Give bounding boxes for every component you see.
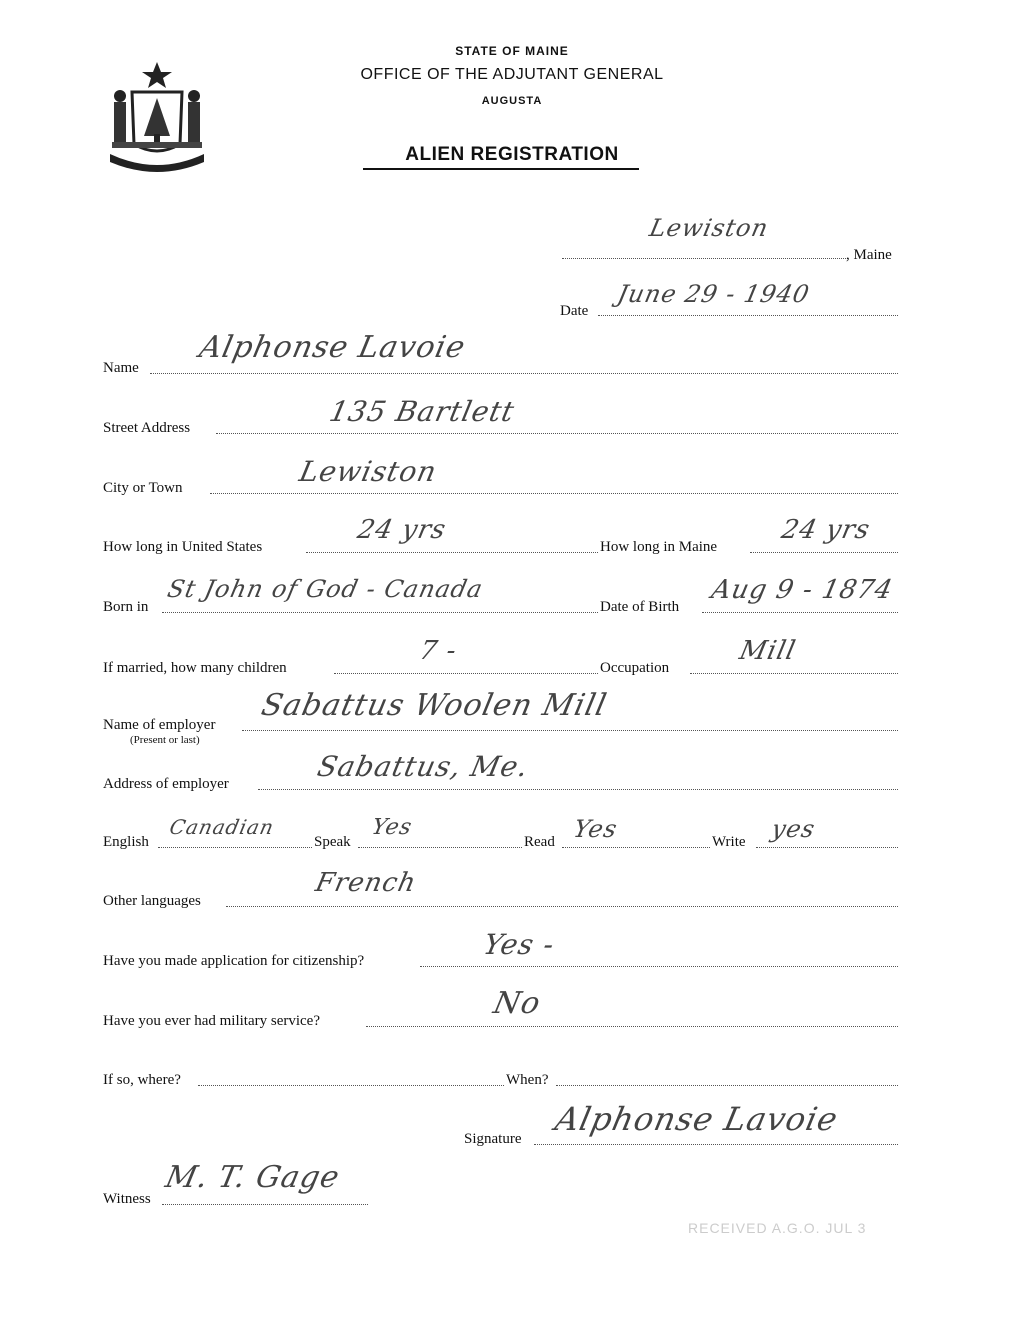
speak-label: Speak xyxy=(314,834,351,850)
city-town-label: City or Town xyxy=(103,480,183,496)
children-field xyxy=(334,673,598,674)
when-field xyxy=(556,1085,898,1086)
read-field xyxy=(562,847,710,848)
form-title: ALIEN REGISTRATION xyxy=(405,144,619,165)
employer-address-label: Address of employer xyxy=(103,776,229,792)
write-label: Write xyxy=(712,834,746,850)
when-label: When? xyxy=(506,1072,549,1088)
other-languages-field xyxy=(226,906,898,907)
dob-value: Aug 9 - 1874 xyxy=(708,575,896,605)
how-long-us-field xyxy=(306,552,598,553)
how-long-maine-field xyxy=(750,552,898,553)
town-field xyxy=(562,258,848,259)
date-value: June 29 - 1940 xyxy=(615,280,813,308)
english-field xyxy=(158,847,312,848)
date-field xyxy=(598,315,898,316)
witness-value: M. T. Gage xyxy=(162,1160,344,1195)
signature-field xyxy=(534,1144,898,1145)
other-languages-label: Other languages xyxy=(103,893,201,909)
english-label: English xyxy=(103,834,149,850)
how-long-maine-value: 24 yrs xyxy=(778,515,874,545)
read-value: Yes xyxy=(571,815,621,843)
military-label: Have you ever had military service? xyxy=(103,1013,320,1029)
header-state: STATE OF MAINE xyxy=(455,44,569,58)
occupation-label: Occupation xyxy=(600,660,670,676)
occupation-field xyxy=(690,673,898,674)
occupation-value: Mill xyxy=(736,636,799,666)
if-so-where-label: If so, where? xyxy=(103,1072,181,1088)
header-city: AUGUSTA xyxy=(481,95,543,107)
english-value: Canadian xyxy=(167,815,277,839)
born-in-value: St John of God - Canada xyxy=(165,575,486,603)
employer-field xyxy=(242,730,898,731)
street-label: Street Address xyxy=(103,420,191,436)
street-field xyxy=(216,433,898,434)
title-underline xyxy=(363,168,639,170)
children-label: If married, how many children xyxy=(103,660,287,676)
how-long-us-value: 24 yrs xyxy=(354,515,450,545)
write-value: yes xyxy=(769,815,819,843)
signature-value: Alphonse Lavoie xyxy=(551,1100,842,1138)
name-field xyxy=(150,373,898,374)
speak-value: Yes xyxy=(369,815,415,840)
other-languages-value: French xyxy=(312,868,420,898)
speak-field xyxy=(358,847,522,848)
citizenship-label: Have you made application for citizenship? xyxy=(103,953,365,969)
maine-label: , Maine xyxy=(846,247,892,263)
city-town-value: Lewiston xyxy=(296,455,441,488)
citizenship-field xyxy=(420,966,898,967)
witness-label: Witness xyxy=(103,1191,151,1207)
how-long-maine-label: How long in Maine xyxy=(600,539,718,555)
employer-address-field xyxy=(258,789,898,790)
read-label: Read xyxy=(524,834,555,850)
name-label: Name xyxy=(103,360,139,376)
witness-field xyxy=(162,1204,368,1205)
street-value: 135 Bartlett xyxy=(326,395,518,428)
military-field xyxy=(366,1026,898,1027)
employer-note: (Present or last) xyxy=(130,734,200,746)
write-field xyxy=(756,847,898,848)
where-field xyxy=(198,1085,504,1086)
header-office: OFFICE OF THE ADJUTANT GENERAL xyxy=(360,66,664,83)
military-value: No xyxy=(490,986,545,1021)
employer-value: Sabattus Woolen Mill xyxy=(258,688,611,723)
dob-field xyxy=(702,612,898,613)
born-in-field xyxy=(162,612,598,613)
employer-address-value: Sabattus, Me. xyxy=(314,750,532,783)
how-long-us-label: How long in United States xyxy=(103,539,263,555)
name-value: Alphonse Lavoie xyxy=(196,330,469,365)
employer-label: Name of employer xyxy=(103,717,216,733)
date-label: Date xyxy=(560,303,589,319)
town-value: Lewiston xyxy=(647,214,772,242)
citizenship-value: Yes - xyxy=(480,928,558,961)
city-town-field xyxy=(210,493,898,494)
born-in-label: Born in xyxy=(103,599,149,615)
dob-label: Date of Birth xyxy=(600,599,680,615)
children-value: 7 - xyxy=(416,636,460,666)
signature-label: Signature xyxy=(464,1131,522,1147)
received-stamp: RECEIVED A.G.O. JUL 3 xyxy=(688,1220,867,1236)
